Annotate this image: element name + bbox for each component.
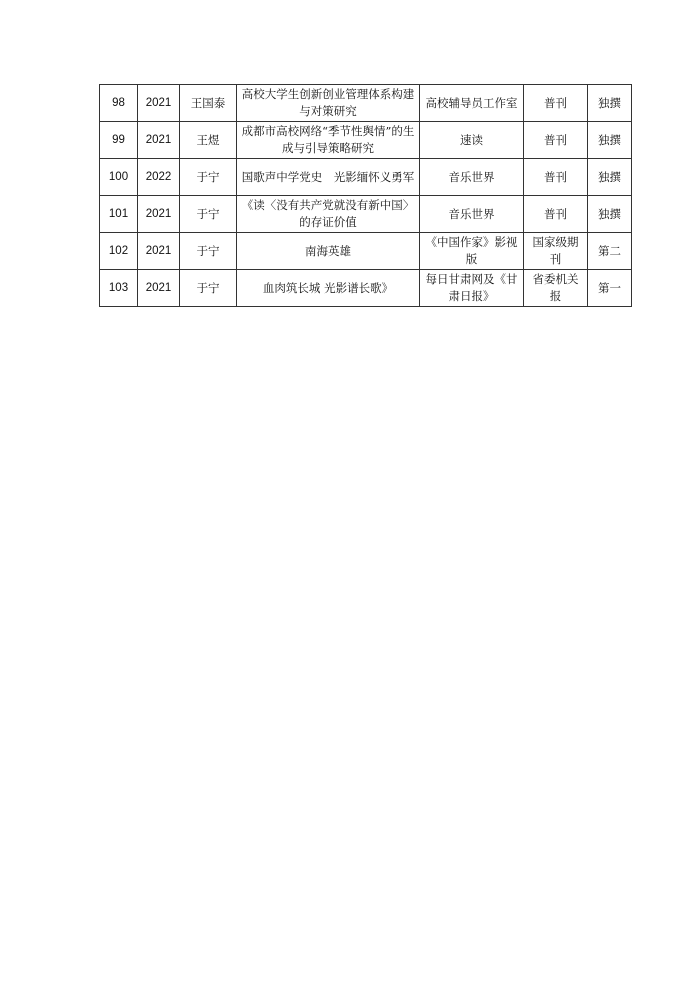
cell-author: 于宁 — [180, 159, 237, 196]
cell-role: 独撰 — [588, 196, 632, 233]
cell-title: 《读〈没有共产党就没有新中国〉的存证价值 — [237, 196, 420, 233]
cell-author: 于宁 — [180, 196, 237, 233]
cell-title: 国歌声中学党史 光影缅怀义勇军 — [237, 159, 420, 196]
cell-number: 98 — [100, 85, 138, 122]
cell-year: 2021 — [138, 270, 180, 307]
cell-level: 普刊 — [524, 159, 588, 196]
table-row — [100, 233, 632, 270]
cell-number: 100 — [100, 159, 138, 196]
cell-publication: 速读 — [420, 122, 524, 159]
table-row — [100, 270, 632, 307]
cell-title: 成都市高校网络“季节性舆情”的生成与引导策略研究 — [237, 122, 420, 159]
table-row — [100, 85, 632, 122]
cell-publication: 高校辅导员工作室 — [420, 85, 524, 122]
cell-year: 2021 — [138, 85, 180, 122]
cell-number: 103 — [100, 270, 138, 307]
cell-author: 王煜 — [180, 122, 237, 159]
cell-year: 2021 — [138, 196, 180, 233]
cell-publication: 音乐世界 — [420, 159, 524, 196]
cell-level: 普刊 — [524, 85, 588, 122]
publication-table — [99, 84, 632, 307]
cell-level: 普刊 — [524, 196, 588, 233]
cell-level: 国家级期刊 — [524, 233, 588, 270]
cell-publication: 每日甘肃网及《甘肃日报》 — [420, 270, 524, 307]
cell-number: 102 — [100, 233, 138, 270]
cell-number: 101 — [100, 196, 138, 233]
cell-role: 第二 — [588, 233, 632, 270]
cell-number: 99 — [100, 122, 138, 159]
table-row — [100, 122, 632, 159]
cell-title: 高校大学生创新创业管理体系构建与对策研究 — [237, 85, 420, 122]
cell-year: 2022 — [138, 159, 180, 196]
cell-year: 2021 — [138, 122, 180, 159]
table-row — [100, 196, 632, 233]
cell-author: 于宁 — [180, 270, 237, 307]
table-row — [100, 159, 632, 196]
cell-role: 独撰 — [588, 122, 632, 159]
cell-publication: 《中国作家》影视版 — [420, 233, 524, 270]
cell-author: 王国泰 — [180, 85, 237, 122]
cell-level: 省委机关报 — [524, 270, 588, 307]
cell-year: 2021 — [138, 233, 180, 270]
cell-role: 第一 — [588, 270, 632, 307]
cell-role: 独撰 — [588, 85, 632, 122]
cell-title: 血肉筑长城 光影谱长歌》 — [237, 270, 420, 307]
cell-level: 普刊 — [524, 122, 588, 159]
cell-author: 于宁 — [180, 233, 237, 270]
cell-publication: 音乐世界 — [420, 196, 524, 233]
cell-role: 独撰 — [588, 159, 632, 196]
cell-title: 南海英雄 — [237, 233, 420, 270]
